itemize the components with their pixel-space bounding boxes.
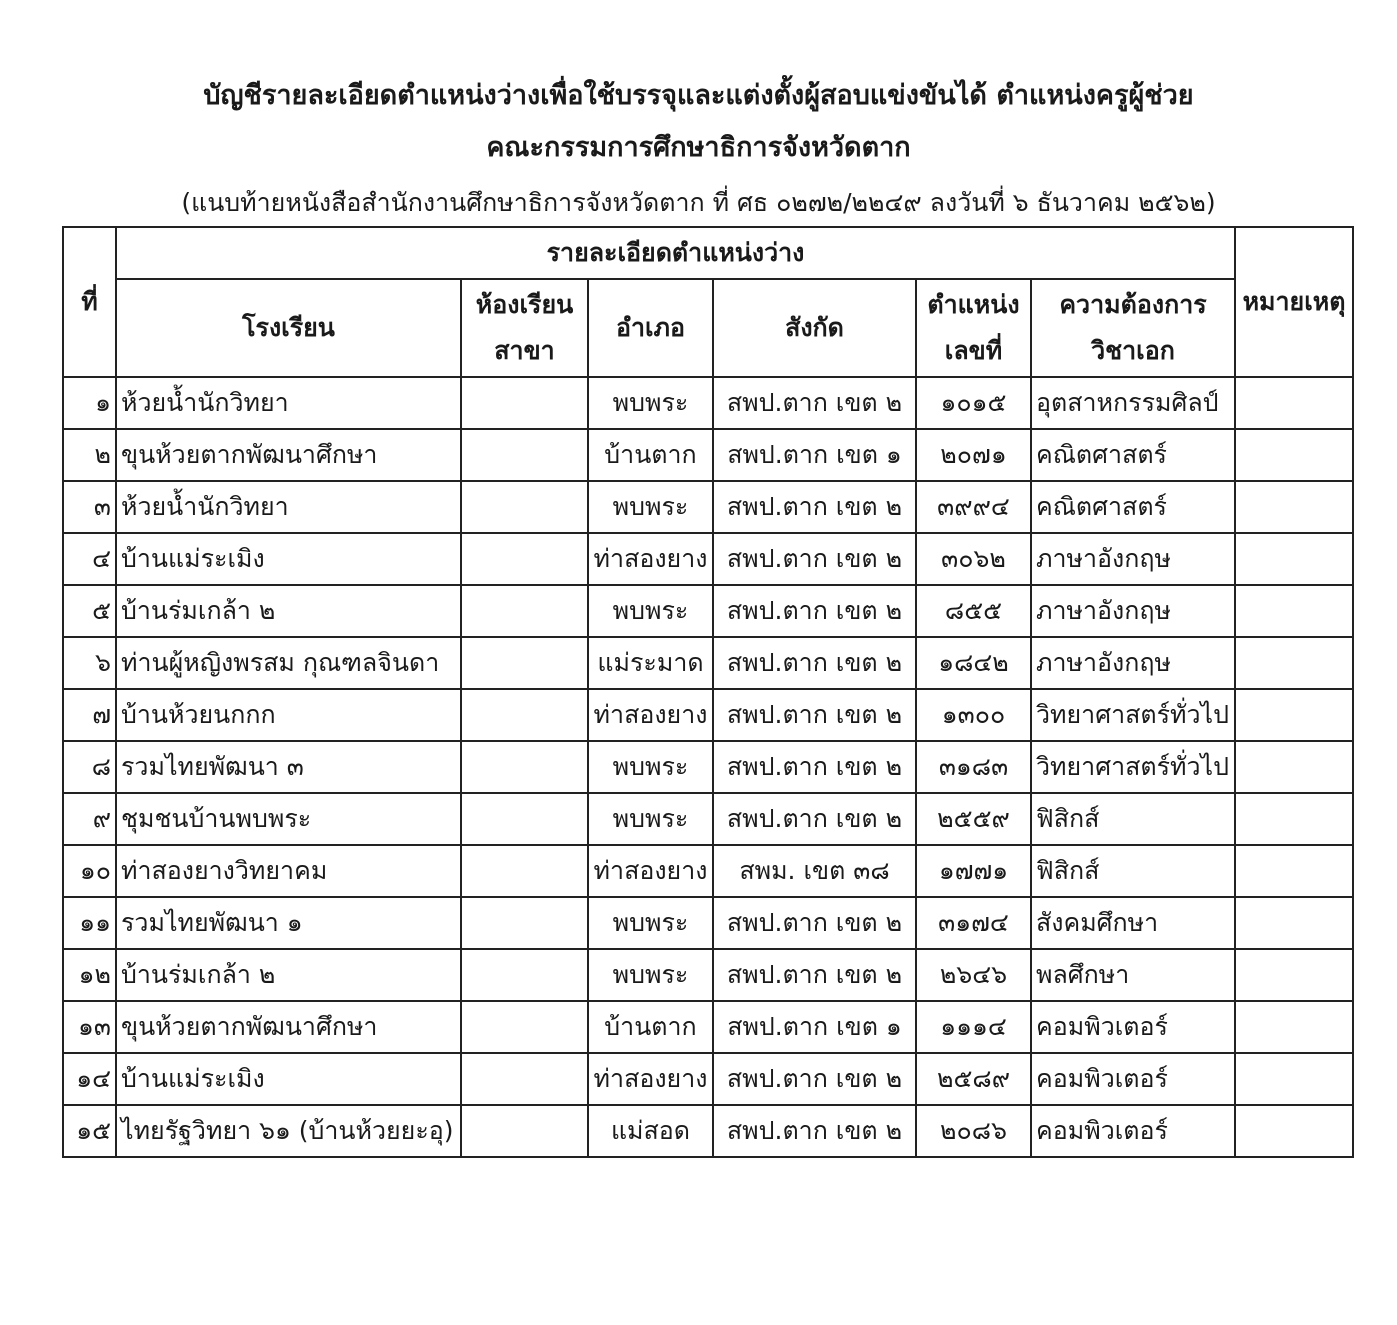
table-row: [63, 429, 1353, 481]
cell-school: บ้านร่มเกล้า ๒: [116, 949, 461, 1001]
cell-affiliation: สพป.ตาก เขต ๒: [713, 949, 916, 1001]
cell-remark: [1235, 949, 1353, 1001]
cell-district: พบพระ: [588, 793, 713, 845]
cell-district: ท่าสองยาง: [588, 845, 713, 897]
table-row: [63, 1053, 1353, 1105]
cell-position: ๒๖๔๖: [916, 949, 1031, 1001]
cell-affiliation: สพป.ตาก เขต ๒: [713, 377, 916, 429]
cell-room: [461, 533, 588, 585]
cell-no: ๘: [63, 741, 116, 793]
cell-remark: [1235, 793, 1353, 845]
cell-district: ท่าสองยาง: [588, 689, 713, 741]
cell-position: ๑๐๑๕: [916, 377, 1031, 429]
header-position-line2: เลขที่: [944, 336, 1003, 365]
header-room: [461, 279, 588, 377]
cell-position: ๘๕๕: [916, 585, 1031, 637]
cell-school: ห้วยน้ำนักวิทยา: [116, 481, 461, 533]
cell-district: บ้านตาก: [588, 429, 713, 481]
cell-district: บ้านตาก: [588, 1001, 713, 1053]
cell-room: [461, 1105, 588, 1157]
cell-no: ๔: [63, 533, 116, 585]
table-row: [63, 741, 1353, 793]
cell-position: ๒๕๘๙: [916, 1053, 1031, 1105]
table-row: [63, 533, 1353, 585]
cell-district: พบพระ: [588, 481, 713, 533]
cell-school: บ้านห้วยนกกก: [116, 689, 461, 741]
cell-district: พบพระ: [588, 897, 713, 949]
cell-room: [461, 1053, 588, 1105]
cell-no: ๑๑: [63, 897, 116, 949]
cell-no: ๖: [63, 637, 116, 689]
cell-affiliation: สพป.ตาก เขต ๒: [713, 741, 916, 793]
cell-major: สังคมศึกษา: [1031, 897, 1235, 949]
cell-school: ไทยรัฐวิทยา ๖๑ (บ้านห้วยยะอุ): [116, 1105, 461, 1157]
header-position-line1: ตำแหน่ง: [927, 290, 1020, 319]
table-row: [63, 689, 1353, 741]
cell-position: ๒๐๗๑: [916, 429, 1031, 481]
cell-affiliation: สพป.ตาก เขต ๒: [713, 481, 916, 533]
cell-remark: [1235, 1053, 1353, 1105]
header-vacancy-details: รายละเอียดตำแหน่งว่าง: [116, 227, 1235, 279]
cell-remark: [1235, 585, 1353, 637]
header-remark: หมายเหตุ: [1235, 227, 1353, 377]
cell-school: รวมไทยพัฒนา ๑: [116, 897, 461, 949]
cell-major: คอมพิวเตอร์: [1031, 1105, 1235, 1157]
table-row: [63, 845, 1353, 897]
cell-major: อุตสาหกรรมศิลป์: [1031, 377, 1235, 429]
cell-school: ขุนห้วยตากพัฒนาศึกษา: [116, 429, 461, 481]
cell-school: บ้านแม่ระเมิง: [116, 533, 461, 585]
cell-district: ท่าสองยาง: [588, 533, 713, 585]
cell-no: ๑: [63, 377, 116, 429]
cell-major: ภาษาอังกฤษ: [1031, 637, 1235, 689]
cell-remark: [1235, 429, 1353, 481]
cell-remark: [1235, 897, 1353, 949]
document-subtitle: (แนบท้ายหนังสือสำนักงานศึกษาธิการจังหวัดตาก ที่ ศธ ๐๒๗๒/๒๒๔๙ ลงวันที่ ๖ ธันวาคม ๒๕๖๒): [181, 188, 1216, 217]
table-row: [63, 1105, 1353, 1157]
cell-no: ๕: [63, 585, 116, 637]
table-row: [63, 585, 1353, 637]
document-title-committee: คณะกรรมการศึกษาธิการจังหวัดตาก: [486, 132, 911, 163]
cell-position: ๒๐๘๖: [916, 1105, 1031, 1157]
cell-major: คอมพิวเตอร์: [1031, 1053, 1235, 1105]
cell-major: พลศึกษา: [1031, 949, 1235, 1001]
cell-school: ท่านผู้หญิงพรสม กุณฑลจินดา: [116, 637, 461, 689]
header-major-line1: ความต้องการ: [1059, 290, 1207, 319]
cell-room: [461, 897, 588, 949]
cell-position: ๑๑๑๔: [916, 1001, 1031, 1053]
cell-no: ๓: [63, 481, 116, 533]
cell-major: คอมพิวเตอร์: [1031, 1001, 1235, 1053]
header-school: โรงเรียน: [116, 279, 461, 377]
cell-school: ห้วยน้ำนักวิทยา: [116, 377, 461, 429]
cell-no: ๒: [63, 429, 116, 481]
cell-no: ๑๕: [63, 1105, 116, 1157]
cell-affiliation: สพม. เขต ๓๘: [713, 845, 916, 897]
cell-room: [461, 689, 588, 741]
document-title: บัญชีรายละเอียดตำแหน่งว่างเพื่อใช้บรรจุและแต่งตั้งผู้สอบแข่งขันได้ ตำแหน่งครูผู้ช่วย: [203, 80, 1194, 111]
cell-affiliation: สพป.ตาก เขต ๑: [713, 429, 916, 481]
cell-affiliation: สพป.ตาก เขต ๒: [713, 1053, 916, 1105]
table-row: [63, 637, 1353, 689]
table-row: [63, 897, 1353, 949]
cell-position: ๓๐๖๒: [916, 533, 1031, 585]
table-row: [63, 481, 1353, 533]
cell-major: วิทยาศาสตร์ทั่วไป: [1031, 689, 1235, 741]
cell-district: แม่ระมาด: [588, 637, 713, 689]
cell-no: ๗: [63, 689, 116, 741]
cell-room: [461, 949, 588, 1001]
cell-affiliation: สพป.ตาก เขต ๑: [713, 1001, 916, 1053]
cell-remark: [1235, 533, 1353, 585]
cell-no: ๙: [63, 793, 116, 845]
cell-district: พบพระ: [588, 741, 713, 793]
cell-district: แม่สอด: [588, 1105, 713, 1157]
cell-no: ๑๐: [63, 845, 116, 897]
cell-school: ท่าสองยางวิทยาคม: [116, 845, 461, 897]
cell-room: [461, 585, 588, 637]
cell-remark: [1235, 377, 1353, 429]
cell-affiliation: สพป.ตาก เขต ๒: [713, 637, 916, 689]
header-district: อำเภอ: [588, 279, 713, 377]
cell-room: [461, 793, 588, 845]
vacancy-table: [62, 226, 1354, 1158]
header-no: ที่: [63, 227, 116, 377]
cell-no: ๑๔: [63, 1053, 116, 1105]
cell-remark: [1235, 1105, 1353, 1157]
cell-district: พบพระ: [588, 949, 713, 1001]
cell-room: [461, 481, 588, 533]
cell-room: [461, 429, 588, 481]
cell-remark: [1235, 637, 1353, 689]
cell-room: [461, 741, 588, 793]
cell-affiliation: สพป.ตาก เขต ๒: [713, 689, 916, 741]
cell-school: รวมไทยพัฒนา ๓: [116, 741, 461, 793]
cell-major: ฟิสิกส์: [1031, 793, 1235, 845]
cell-room: [461, 637, 588, 689]
cell-position: ๓๙๙๔: [916, 481, 1031, 533]
cell-room: [461, 377, 588, 429]
cell-remark: [1235, 481, 1353, 533]
header-major-line2: วิชาเอก: [1091, 336, 1175, 365]
cell-school: ขุนห้วยตากพัฒนาศึกษา: [116, 1001, 461, 1053]
table-row: [63, 377, 1353, 429]
cell-remark: [1235, 845, 1353, 897]
header-affiliation: สังกัด: [713, 279, 916, 377]
cell-position: ๑๗๗๑: [916, 845, 1031, 897]
cell-affiliation: สพป.ตาก เขต ๒: [713, 585, 916, 637]
cell-major: ภาษาอังกฤษ: [1031, 585, 1235, 637]
cell-remark: [1235, 1001, 1353, 1053]
cell-school: บ้านร่มเกล้า ๒: [116, 585, 461, 637]
cell-remark: [1235, 741, 1353, 793]
header-position: [916, 279, 1031, 377]
cell-position: ๒๕๕๙: [916, 793, 1031, 845]
cell-major: ภาษาอังกฤษ: [1031, 533, 1235, 585]
table-row: [63, 793, 1353, 845]
table-row: [63, 949, 1353, 1001]
cell-affiliation: สพป.ตาก เขต ๒: [713, 533, 916, 585]
cell-no: ๑๒: [63, 949, 116, 1001]
cell-room: [461, 1001, 588, 1053]
header-room-line1: ห้องเรียน: [475, 290, 574, 319]
cell-school: ชุมชนบ้านพบพระ: [116, 793, 461, 845]
header-major: [1031, 279, 1235, 377]
cell-no: ๑๓: [63, 1001, 116, 1053]
header-room-line2: สาขา: [494, 336, 555, 365]
cell-affiliation: สพป.ตาก เขต ๒: [713, 793, 916, 845]
table-row: [63, 1001, 1353, 1053]
cell-affiliation: สพป.ตาก เขต ๒: [713, 897, 916, 949]
cell-affiliation: สพป.ตาก เขต ๒: [713, 1105, 916, 1157]
cell-school: บ้านแม่ระเมิง: [116, 1053, 461, 1105]
cell-district: พบพระ: [588, 377, 713, 429]
cell-position: ๑๓๐๐: [916, 689, 1031, 741]
cell-major: คณิตศาสตร์: [1031, 481, 1235, 533]
cell-position: ๓๑๘๓: [916, 741, 1031, 793]
cell-room: [461, 845, 588, 897]
cell-district: ท่าสองยาง: [588, 1053, 713, 1105]
cell-position: ๑๘๔๒: [916, 637, 1031, 689]
cell-district: พบพระ: [588, 585, 713, 637]
cell-major: วิทยาศาสตร์ทั่วไป: [1031, 741, 1235, 793]
cell-major: คณิตศาสตร์: [1031, 429, 1235, 481]
cell-remark: [1235, 689, 1353, 741]
cell-major: ฟิสิกส์: [1031, 845, 1235, 897]
cell-position: ๓๑๗๔: [916, 897, 1031, 949]
